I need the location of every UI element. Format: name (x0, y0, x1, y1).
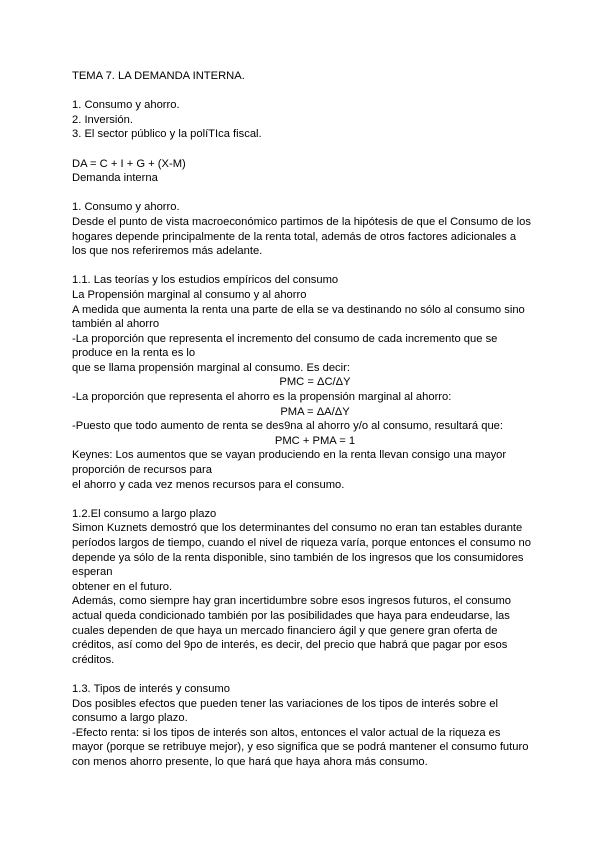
paragraph-line: también al ahorro (72, 318, 160, 331)
formula-aggregate-demand: DA = C + I + G + (X-M) (72, 157, 186, 170)
paragraph-line: Desde el punto de vista macroeconómico partimos de la hipótesis de que el Consumo de los (72, 215, 531, 228)
paragraph-line: que se llama propensión marginal al consumo. Es decir: (72, 361, 350, 374)
formula-pmc: PMC = ΔC/ΔY (279, 376, 351, 389)
paragraph-line: Simon Kuznets demostró que los determinantes del consumo no eran tan estables durante (72, 522, 523, 535)
spacer (72, 186, 558, 201)
formula-caption: Demanda interna (72, 172, 158, 185)
document-body (72, 69, 558, 770)
paragraph-line: -La proporción que representa el incremento del consumo de cada incremento que se (72, 332, 498, 345)
section-heading: 1. Consumo y ahorro. (72, 201, 180, 214)
paragraph-line: Además, como siempre hay gran incertidumbre sobre esos ingresos futuros, el consumo (72, 595, 512, 608)
paragraph-line: el ahorro y cada vez menos recursos para el consumo. (72, 478, 345, 491)
paragraph-line: créditos. (72, 653, 115, 666)
paragraph-line: Keynes: Los aumentos que se vayan produciendo en la renta llevan consigo una mayor (72, 449, 507, 462)
paragraph-line: esperan (72, 566, 113, 579)
paragraph-line: cuales dependen de que haya un mercado financiero ágil y que genere gran oferta de (72, 624, 498, 637)
spacer (72, 259, 558, 274)
formula-sum: PMC + PMA = 1 (274, 434, 356, 447)
toc-item: 3. El sector público y la políTIca fiscal. (72, 128, 262, 141)
paragraph-line: los que nos referiremos más adelante. (72, 245, 263, 258)
paragraph-line: consumo a largo plazo. (72, 712, 188, 725)
section-heading: 1.3. Tipos de interés y consumo (72, 682, 230, 695)
document-title: TEMA 7. LA DEMANDA INTERNA. (72, 70, 245, 82)
formula-pma: PMA = ΔA/ΔY (280, 405, 350, 418)
subsection-heading: La Propensión marginal al consumo y al ahorro (72, 288, 307, 301)
spacer (72, 492, 558, 507)
paragraph-line: créditos, así como del 9po de interés, es decir, del precio que habrá que pagar por esos (72, 639, 508, 652)
paragraph-line: mayor (porque se retribuye mejor), y eso significa que se podrá mantener el consumo futuro (72, 741, 529, 754)
section-heading: 1.2.El consumo a largo plazo (72, 507, 217, 520)
paragraph-line: -Puesto que todo aumento de renta se des9na al ahorro y/o al consumo, resultará que: (72, 420, 503, 433)
spacer (72, 667, 558, 682)
paragraph-line: produce en la renta es lo (72, 347, 196, 360)
spacer (72, 84, 558, 99)
paragraph-line: obtener en el futuro. (72, 580, 173, 593)
section-heading: 1.1. Las teorías y los estudios empíricos del consumo (72, 274, 339, 287)
paragraph-line: con menos ahorro presente, lo que hará que haya ahora más consumo. (72, 755, 428, 768)
paragraph-line: A medida que aumenta la renta una parte de ella se va destinando no sólo al consumo sino (72, 303, 525, 316)
paragraph-line: proporción de recursos para (72, 464, 212, 477)
toc-item: 1. Consumo y ahorro. (72, 99, 180, 112)
paragraph-line: actual queda condicionado también por las posibilidades que haya para endeudarse, las (72, 609, 510, 622)
paragraph-line: depende ya sólo de la renta disponible, sino también de los ingresos que los consumidores (72, 551, 524, 564)
paragraph-line: -Efecto renta: si los tipos de interés son altos, entonces el valor actual de la riqueza es (72, 726, 501, 739)
paragraph-line: períodos largos de tiempo, cuando el nivel de riqueza varía, porque entonces el consumo no (72, 537, 531, 549)
paragraph-line: -La proporción que representa el ahorro es la propensión marginal al ahorro: (72, 391, 452, 404)
paragraph-line: hogares depende principalmente de la renta total, además de otros factores adicionales a (72, 230, 517, 243)
toc-item: 2. Inversión. (72, 113, 133, 126)
paragraph-line: Dos posibles efectos que pueden tener las variaciones de los tipos de interés sobre el (72, 697, 499, 710)
spacer (72, 142, 558, 157)
